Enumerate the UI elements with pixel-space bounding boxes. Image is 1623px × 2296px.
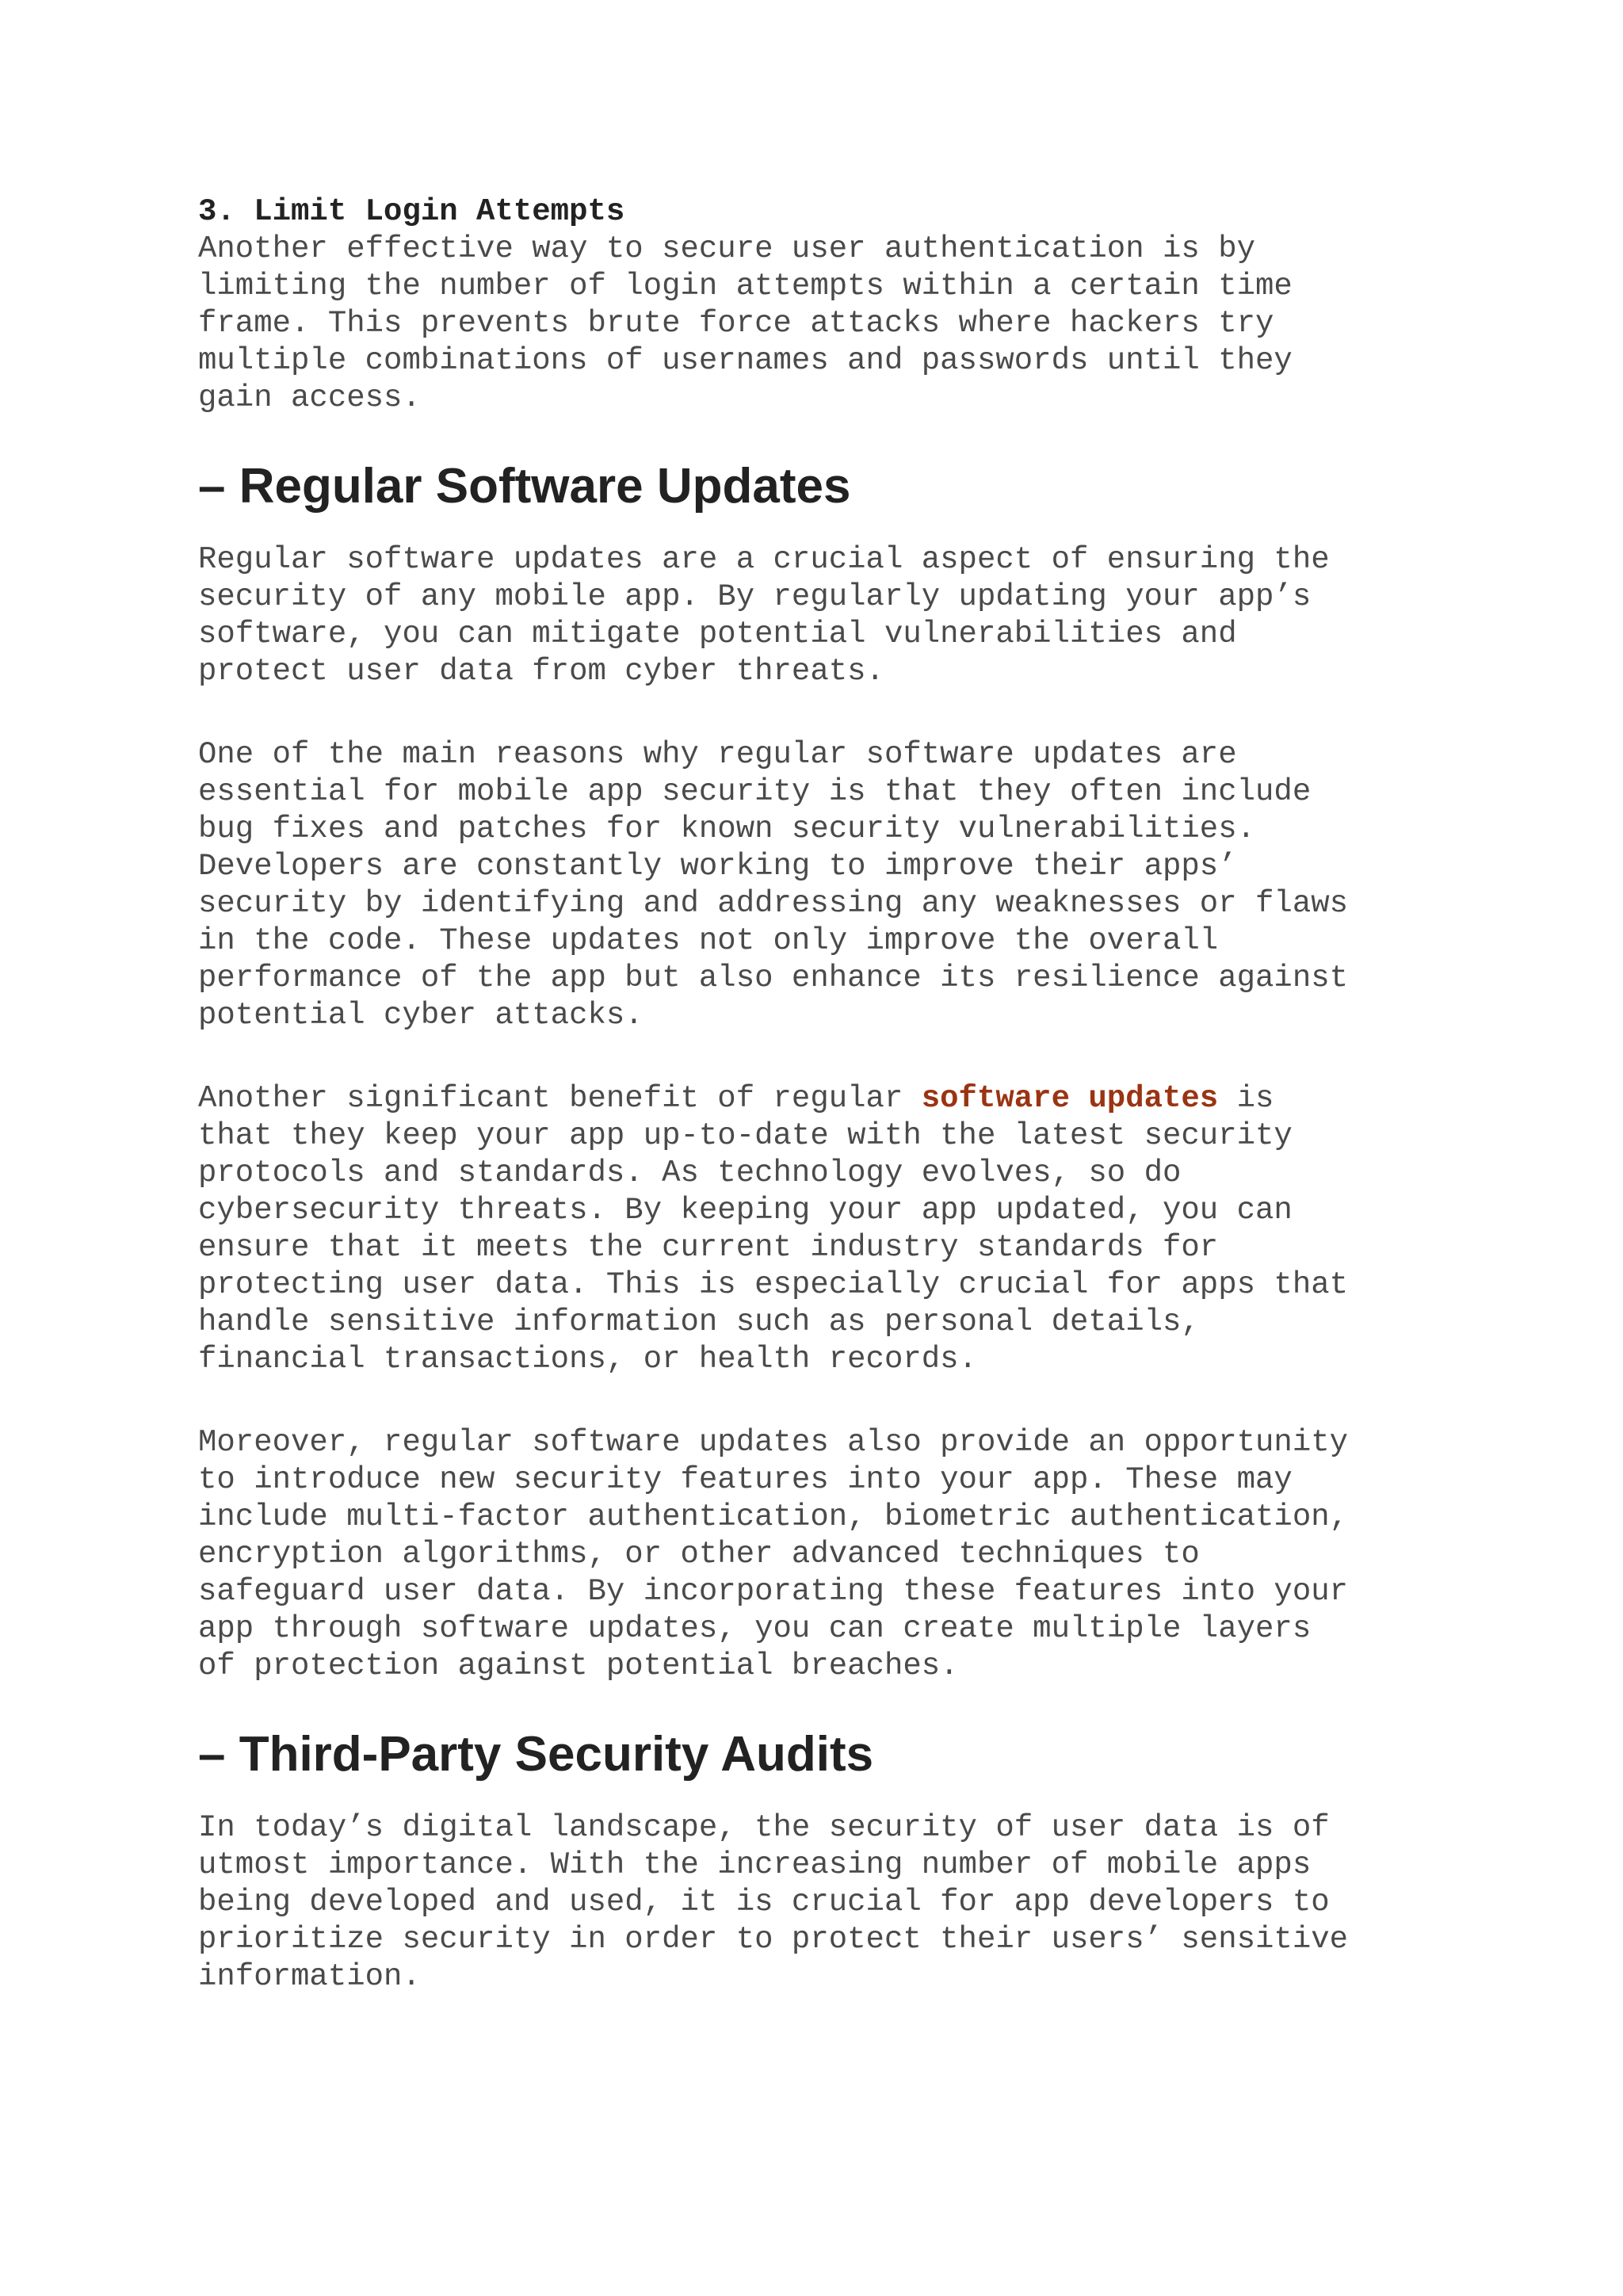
regular-updates-paragraph-3 (198, 1080, 1466, 1378)
software-updates-link[interactable]: software updates (921, 1081, 1219, 1116)
limit-login-heading: 3. Limit Login Attempts (198, 194, 625, 229)
third-party-audits-paragraph-1: In today’s digital landscape, the security of user data is of utmost importance. With the increasing number of mobile apps being developed and used, it is crucial for app developers to prioritize security in order to protect their users’ sensitive information. (198, 1810, 1349, 1994)
regular-updates-heading: – Regular Software Updates (198, 459, 851, 514)
document-page (198, 193, 1466, 1996)
paragraph-3-lead: Another significant benefit of regular (198, 1081, 922, 1116)
regular-updates-paragraph-2: One of the main reasons why regular software updates are essential for mobile app security is that they often include bug fixes and patches for known security vulnerabilities. Developers are constantly working to improve their apps’ security by identifying and addressing any weaknesses or flaws in the code. These updates not only improve the overall performance of the app but also enhance its resilience against potential cyber attacks. (198, 737, 1349, 1033)
regular-updates-paragraph-4: Moreover, regular software updates also provide an opportunity to introduce new security features into your app. These may include multi-factor authentication, biometric authentication, encryption algorithms, or other advanced techniques to safeguard user data. By incorporating these features into your app through software updates, you can create multiple layers of protection against potential breaches. (198, 1425, 1349, 1683)
third-party-audits-heading: – Third-Party Security Audits (198, 1727, 874, 1782)
limit-login-paragraph: Another effective way to secure user authentication is by limiting the number of login attempts within a certain time frame. This prevents brute force attacks where hackers try multiple combinations of usernames and passwords until they gain access. (198, 231, 1293, 415)
paragraph-3-rest: is that they keep your app up-to-date with the latest security protocols and standards. As technology evolves, so do cybersecurity threats. By keeping your app updated, you can ensure that it meets the current industry standards for protecting user data. This is especially crucial for apps that handle sensitive information such as personal details, financial transactions, or health records. (198, 1081, 1349, 1377)
regular-updates-paragraph-1: Regular software updates are a crucial aspect of ensuring the security of any mobile app. By regularly updating your app’s software, you can mitigate potential vulnerabilities and protect user data from cyber threats. (198, 542, 1330, 689)
